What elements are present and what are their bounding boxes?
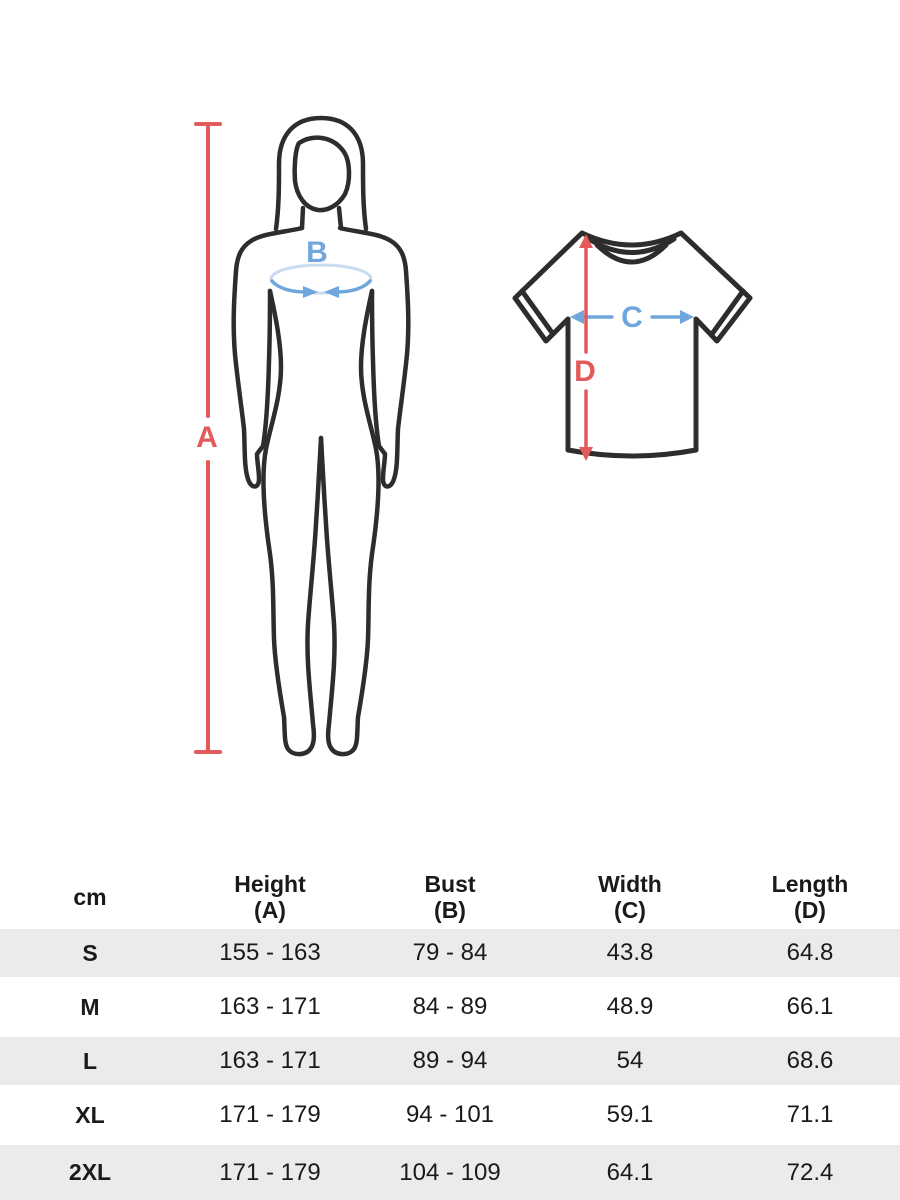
figure-neck-right — [339, 208, 341, 228]
bust-arrowhead-right-pointing — [303, 286, 318, 298]
header-width-letter: (C) — [614, 896, 646, 923]
bust-label: B — [306, 236, 328, 269]
table-row-m — [0, 983, 900, 1031]
table-row-2xl — [0, 1145, 900, 1200]
figure-face-outline — [295, 138, 349, 210]
size-label: L — [82, 1047, 98, 1074]
width-label: C — [621, 301, 643, 334]
height-value: 163 - 171 — [219, 993, 321, 1020]
table-row-xl — [0, 1091, 900, 1139]
height-label: A — [196, 421, 218, 454]
header-cell-bust — [360, 858, 540, 929]
width-value: 43.8 — [606, 939, 654, 966]
bust-arrowhead-left-pointing — [324, 286, 339, 298]
size-label: XL — [75, 1101, 105, 1128]
length-value: 68.6 — [786, 1047, 834, 1074]
size-chart-table — [0, 858, 900, 1200]
header-cell-width — [540, 858, 720, 929]
figure-neck-left — [302, 208, 303, 228]
width-value: 48.9 — [606, 993, 654, 1020]
length-value: 66.1 — [786, 993, 834, 1020]
header-height-letter: (A) — [254, 896, 286, 923]
header-cell-height — [180, 858, 360, 929]
header-bust-label: Bust — [424, 870, 476, 897]
height-value: 163 - 171 — [219, 1047, 321, 1074]
length-label: D — [574, 355, 596, 388]
height-value: 171 - 179 — [219, 1158, 321, 1186]
bust-value: 79 - 84 — [412, 939, 488, 966]
bust-value: 94 - 101 — [405, 1101, 495, 1128]
bust-measure-group — [271, 236, 371, 298]
bust-arrow-arc-right — [336, 281, 370, 292]
tshirt-outline — [515, 233, 750, 456]
header-unit-label: cm — [73, 883, 107, 910]
table-row-s — [0, 929, 900, 977]
bust-value: 104 - 109 — [399, 1158, 501, 1186]
bust-arrow-arc-left — [272, 281, 306, 292]
bust-value: 84 - 89 — [412, 993, 488, 1020]
bust-value: 89 - 94 — [412, 1047, 488, 1074]
header-cell-length — [720, 858, 900, 929]
width-value: 64.1 — [606, 1158, 654, 1186]
width-measure-group — [570, 301, 694, 334]
header-cell-unit — [0, 858, 180, 929]
width-arrowhead-right — [680, 310, 694, 324]
table-body — [0, 929, 900, 1200]
tshirt-diagram — [515, 233, 750, 456]
female-figure-diagram — [234, 118, 409, 754]
header-length-label: Length — [771, 870, 849, 897]
size-label: M — [80, 993, 100, 1020]
length-value: 72.4 — [786, 1158, 834, 1186]
header-width-label: Width — [598, 870, 662, 897]
header-bust-letter: (B) — [434, 896, 466, 923]
length-value: 71.1 — [786, 1101, 834, 1128]
table-row-l — [0, 1037, 900, 1085]
width-value: 54 — [616, 1047, 644, 1074]
height-value: 155 - 163 — [219, 939, 321, 966]
height-value: 171 - 179 — [219, 1101, 321, 1128]
figure-right-torso-leg-outline — [321, 291, 379, 754]
length-value: 64.8 — [786, 939, 834, 966]
size-label: 2XL — [68, 1159, 112, 1185]
length-measure-group — [574, 234, 596, 461]
width-value: 59.1 — [606, 1101, 654, 1128]
figure-left-torso-leg-outline — [263, 291, 321, 754]
header-height-label: Height — [234, 870, 306, 897]
header-length-letter: (D) — [794, 896, 826, 923]
size-label: S — [82, 939, 98, 966]
table-header-row — [0, 858, 900, 929]
